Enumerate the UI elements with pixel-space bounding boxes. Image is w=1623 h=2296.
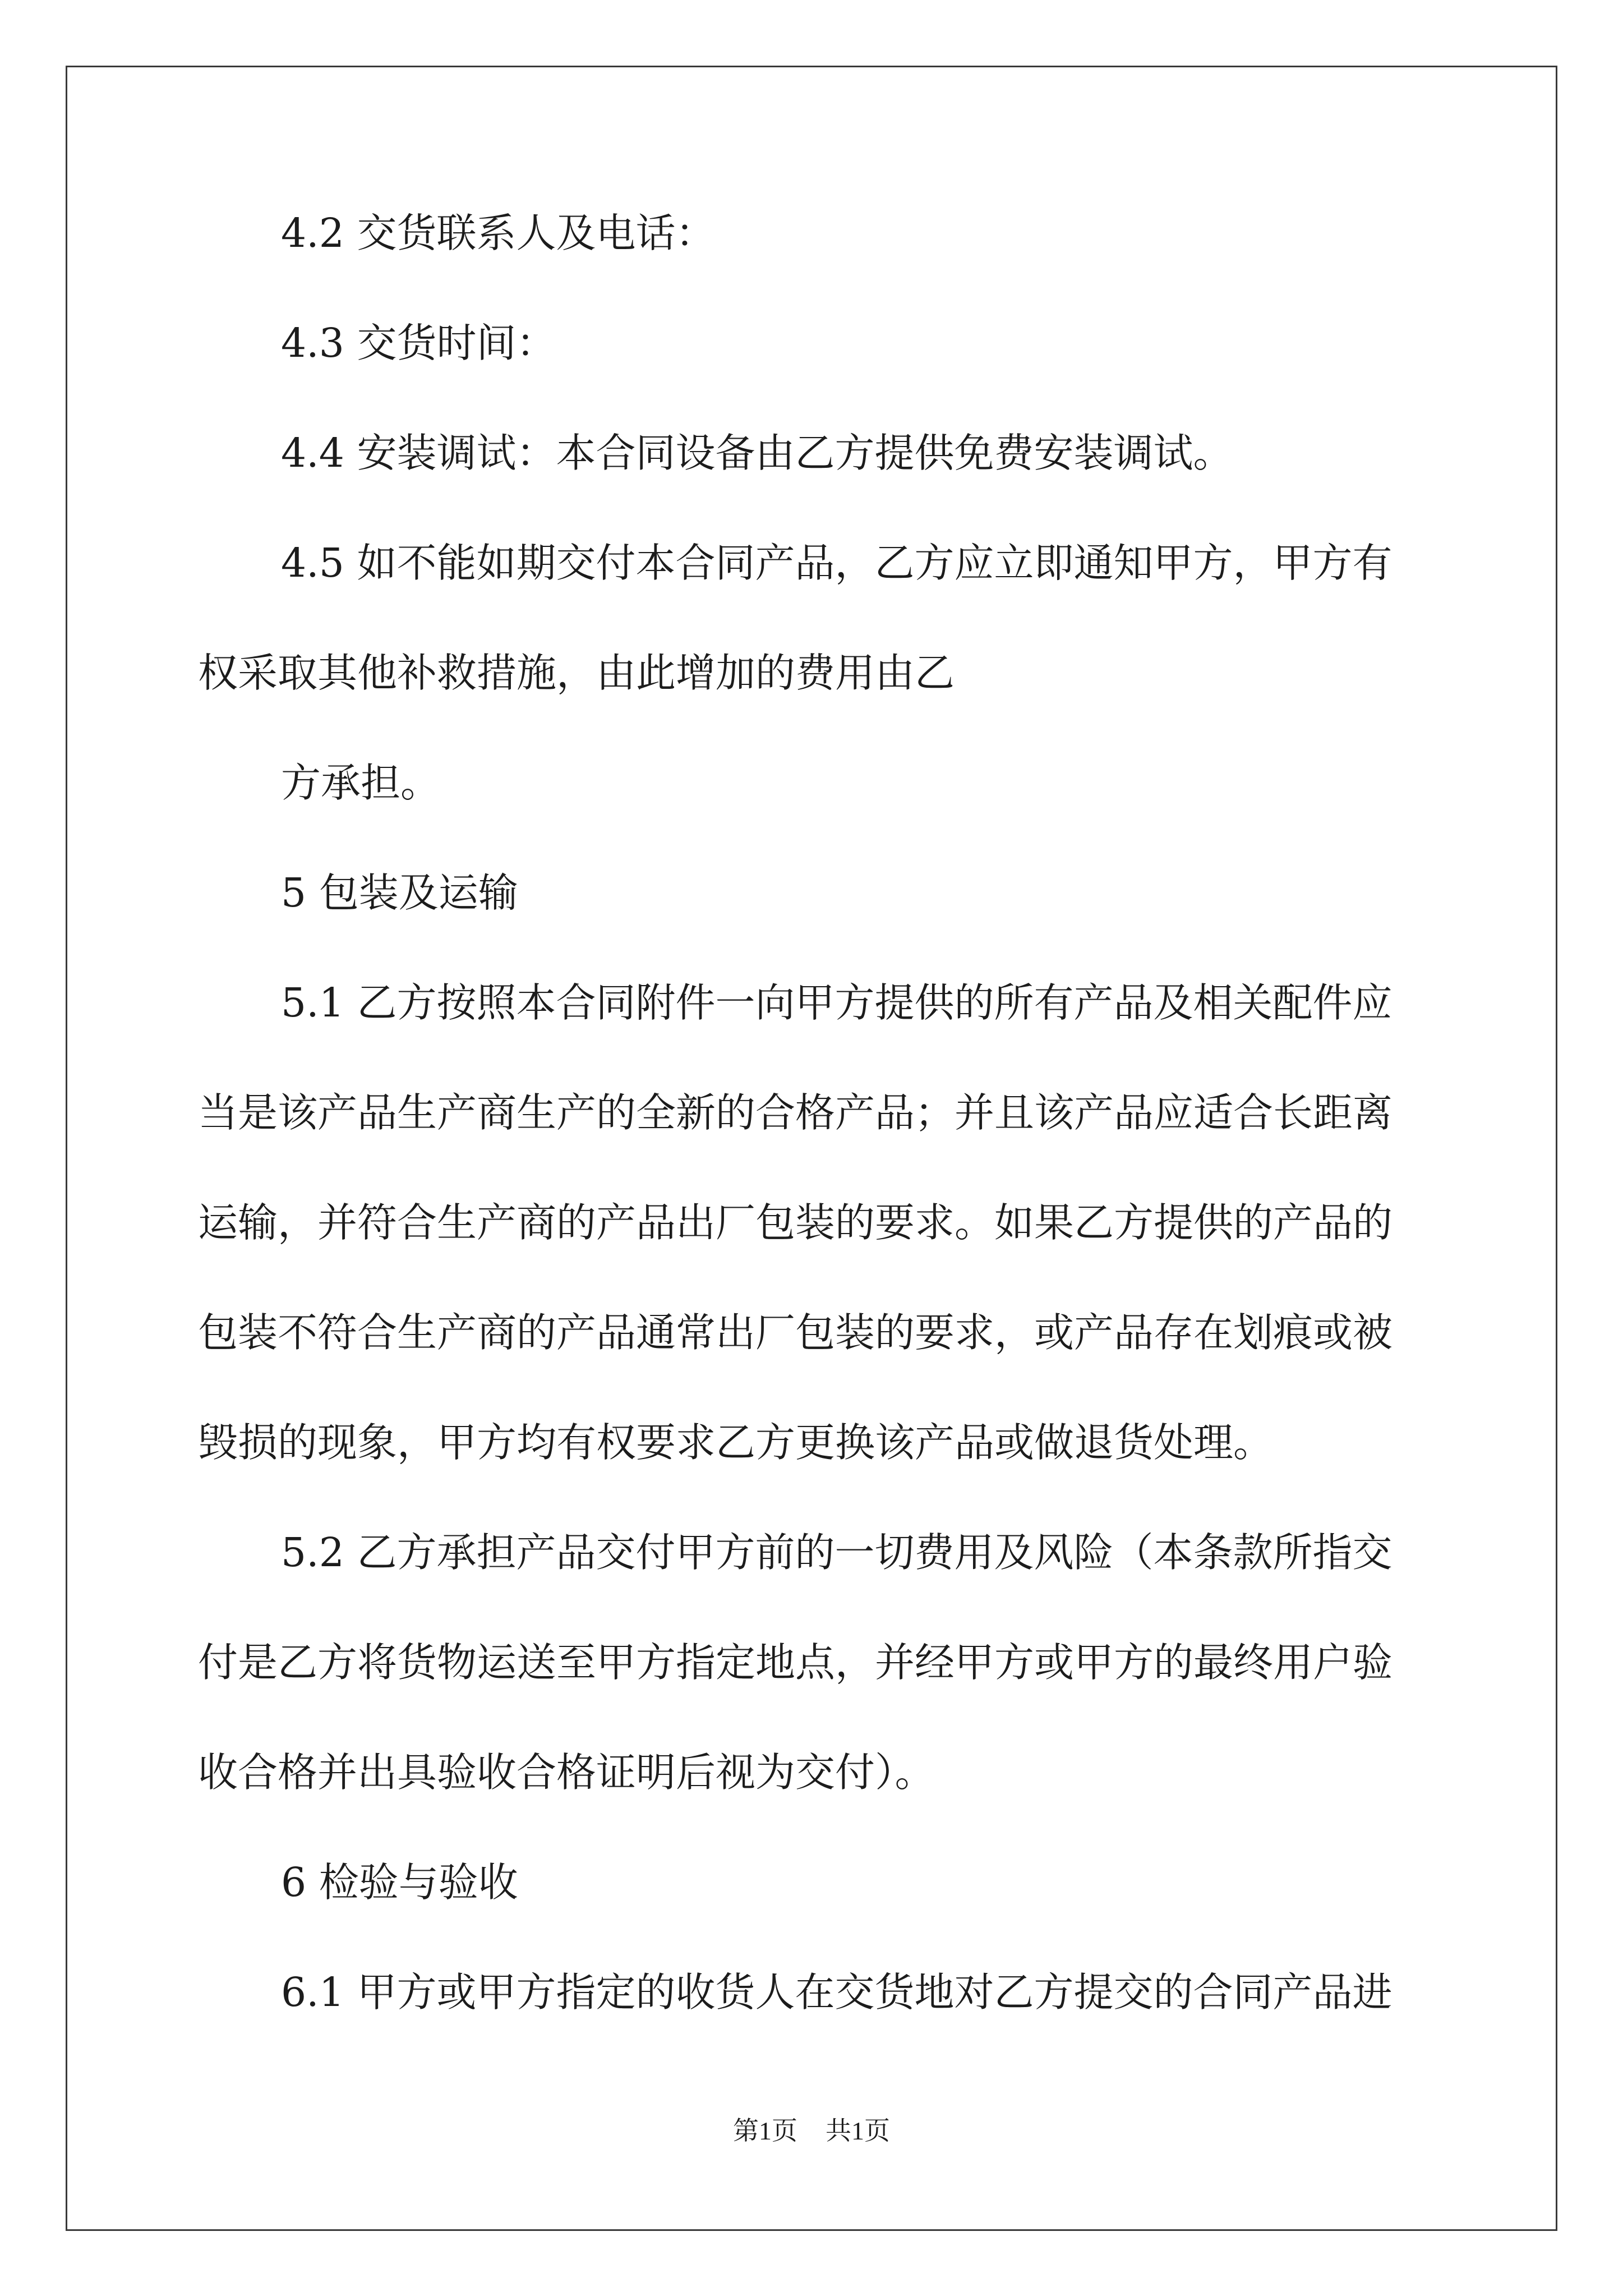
- paragraph-5-1-line-4: 包装不符合生产商的产品通常出厂包装的要求，或产品存在划痕或被: [198, 1309, 1393, 1356]
- paragraph-4-5-line-1: 4.5 如不能如期交付本合同产品，乙方应立即通知甲方，甲方有: [281, 540, 1393, 586]
- paragraph-4-2: 4.2 交货联系人及电话：: [281, 210, 716, 256]
- paragraph-4-4: 4.4 安装调试：本合同设备由乙方提供免费安装调试。: [281, 430, 1233, 476]
- paragraph-5-1-line-3: 运输，并符合生产商的产品出厂包装的要求。如果乙方提供的产品的: [198, 1199, 1393, 1246]
- page-number: 第1页: [733, 2116, 797, 2145]
- paragraph-5-1-line-5: 毁损的现象，甲方均有权要求乙方更换该产品或做退货处理。: [198, 1419, 1274, 1466]
- section-heading-5: 5 包装及运输: [281, 869, 518, 916]
- paragraph-4-5-line-3: 方承担。: [281, 760, 441, 806]
- paragraph-5-2-line-1: 5.2 乙方承担产品交付甲方前的一切费用及风险（本条款所指交: [281, 1529, 1393, 1576]
- section-heading-6: 6 检验与验收: [281, 1859, 518, 1906]
- paragraph-5-2-line-3: 收合格并出具验收合格证明后视为交付）。: [198, 1749, 935, 1796]
- paragraph-5-1-line-2: 当是该产品生产商生产的全新的合格产品；并且该产品应适合长距离: [198, 1089, 1393, 1136]
- page-border: [66, 66, 1557, 2231]
- page-footer: [0, 2110, 1623, 2147]
- paragraph-5-1-line-1: 5.1 乙方按照本合同附件一向甲方提供的所有产品及相关配件应: [281, 979, 1393, 1026]
- paragraph-4-3: 4.3 交货时间：: [281, 320, 556, 366]
- paragraph-6-1-line-1: 6.1 甲方或甲方指定的收货人在交货地对乙方提交的合同产品进: [281, 1969, 1393, 2016]
- paragraph-4-5-line-2: 权采取其他补救措施，由此增加的费用由乙: [198, 650, 955, 696]
- page-total: 共1页: [826, 2116, 890, 2145]
- paragraph-5-2-line-2: 付是乙方将货物运送至甲方指定地点，并经甲方或甲方的最终用户验: [198, 1639, 1393, 1686]
